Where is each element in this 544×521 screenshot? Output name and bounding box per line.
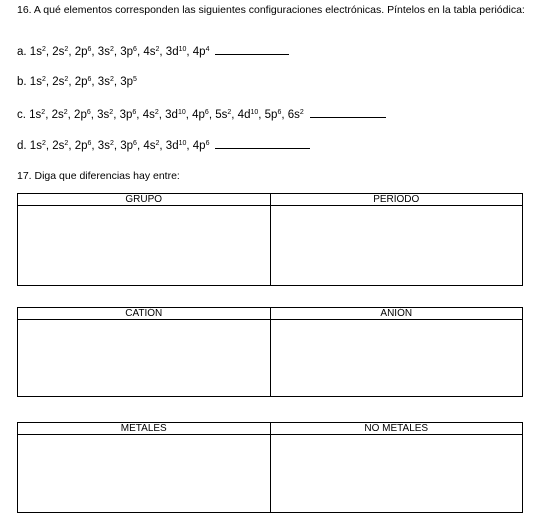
orbital: 4s [142,109,155,121]
item-label: d. [17,140,30,152]
orbital: 2s [51,109,64,121]
orbital: 5p [264,109,278,121]
header-periodo: PERÍODO [270,194,523,206]
electron-count: 2 [41,140,46,147]
comparison-table-cation-anion [17,307,523,397]
orbital-term [143,46,159,58]
orbital-term [193,140,210,152]
config-item-b: b. $1s^2$, $2s^2$, $2p^6$, $3s^2$, $3p^5$ [17,76,137,88]
orbital-term [193,46,210,58]
orbital-term [265,109,282,121]
orbital: 3p [120,76,134,88]
electron-count: 6 [87,140,92,147]
orbital-term [30,76,46,88]
orbital: 2p [74,76,88,88]
electron-count: 6 [87,76,92,83]
orbital: 5s [215,109,228,121]
electron-count: 2 [109,46,114,53]
config-item-d: d. $1s^2$, $2s^2$, $2p^6$, $3s^2$, $3p^6$, $4s^2$, $3d^{10}$, $4p^6$ [17,138,310,153]
electron-count: 2 [64,140,69,147]
orbital-term [120,109,137,121]
header-cation: CATIÓN [18,308,271,320]
electron-count: 2 [41,76,46,83]
config-item-a: a. $1s^2$, $2s^2$, $2p^6$, $3s^2$, $3p^6$, $4s^2$, $3d^{10}$, $4p^4$ [17,44,289,59]
electron-count: 6 [205,140,210,147]
orbital-term [75,140,92,152]
orbital-term [120,76,137,88]
orbital-term [29,109,45,121]
electron-count: 6 [133,140,137,147]
orbital: 3p [120,140,134,152]
electron-count: 10 [177,109,186,116]
orbital: 1s [29,109,42,121]
header-metales: METALES [18,423,271,435]
orbital: 3s [97,76,110,88]
electron-count: 6 [133,46,137,53]
orbital: 1s [29,140,42,152]
item-label: c. [17,109,30,121]
electron-count: 2 [299,109,304,116]
orbital: 4d [237,109,251,121]
orbital: 6s [287,109,300,121]
orbital-term [52,140,68,152]
orbital: 3d [165,109,178,121]
answer-cell-anion[interactable] [270,320,523,397]
header-anion: ANIÓN [270,308,523,320]
electron-count: 10 [250,109,259,116]
answer-blank[interactable] [310,107,386,118]
electron-count: 2 [41,46,46,53]
electron-count: 6 [204,109,209,116]
orbital-term [166,140,187,152]
electron-count: 6 [277,109,282,116]
electron-count: 2 [109,76,114,83]
answer-cell-grupo[interactable] [18,206,271,286]
question-17-text: 17. Diga que diferencias hay entre: [17,170,180,182]
answer-cell-no-metales[interactable] [270,435,523,513]
orbital: 4s [143,140,156,152]
electron-count: 2 [109,109,114,116]
electron-count: 2 [41,109,46,116]
electron-count: 2 [154,109,159,116]
electron-count: 2 [64,46,69,53]
answer-cell-cation[interactable] [18,320,271,397]
orbital: 3d [165,46,179,58]
electron-count: 2 [63,109,68,116]
orbital: 3s [97,46,110,58]
orbital-term [30,140,46,152]
orbital-term [98,76,114,88]
orbital: 2s [52,76,65,88]
electron-count: 10 [178,140,187,147]
orbital: 4s [143,46,156,58]
orbital-term [52,76,68,88]
orbital: 1s [29,46,42,58]
orbital-term [238,109,259,121]
orbital: 2s [52,46,65,58]
electron-count: 10 [178,46,187,53]
orbital-term [165,109,186,121]
orbital: 2p [74,109,87,121]
answer-cell-periodo[interactable] [270,206,523,286]
orbital: 4p [192,46,206,58]
orbital-term [75,76,92,88]
orbital-term [98,46,114,58]
orbital: 3s [97,109,110,121]
electron-count: 2 [155,140,160,147]
orbital: 2p [74,46,88,58]
orbital: 3p [119,109,133,121]
answer-blank[interactable] [215,138,310,149]
orbital-term [74,109,91,121]
orbital: 1s [29,76,42,88]
orbital-term [97,109,113,121]
orbital: 4p [192,109,205,121]
orbital-term [98,140,114,152]
electron-count: 2 [64,76,69,83]
orbital: 4p [192,140,206,152]
orbital-term [30,46,46,58]
orbital: 3s [97,140,110,152]
orbital-term [288,109,304,121]
electron-count: 6 [87,46,92,53]
electron-count: 5 [133,76,137,83]
electron-count: 2 [227,109,232,116]
orbital-term [75,46,92,58]
orbital-term [120,46,137,58]
orbital-term [120,140,137,152]
orbital-term [143,140,159,152]
orbital: 2s [52,140,65,152]
question-16-text: 16. A qué elementos corresponden las siguientes configuraciones electrónicas. Píntelos en la tabla periódica: [17,4,525,16]
orbital-term [215,109,231,121]
item-label: a. [17,46,30,58]
comparison-table-metales-no-metales [17,422,523,513]
electron-count: 6 [132,109,137,116]
orbital: 2p [74,140,88,152]
orbital: 3d [165,140,179,152]
config-item-c: c. $1s^2$, $2s^2$, $2p^6$, $3s^2$, $3p^6$, $4s^2$, $3d^{10}$, $4p^6$, $5s^2$, $4d^{10}$, $5p^6$, $6s^2$ [17,107,386,122]
electron-count: 2 [155,46,160,53]
header-no-metales: NO METALES [270,423,523,435]
item-label: b. [17,76,30,88]
comparison-table-grupo-periodo [17,193,523,286]
orbital-term [52,46,68,58]
orbital: 3p [120,46,134,58]
answer-blank[interactable] [215,44,289,55]
electron-count: 6 [86,109,91,116]
orbital-term [192,109,209,121]
answer-cell-metales[interactable] [18,435,271,513]
electron-count: 4 [205,46,210,53]
electron-count: 2 [109,140,114,147]
header-grupo: GRUPO [18,194,271,206]
orbital-term [143,109,159,121]
orbital-term [52,109,68,121]
orbital-term [166,46,187,58]
